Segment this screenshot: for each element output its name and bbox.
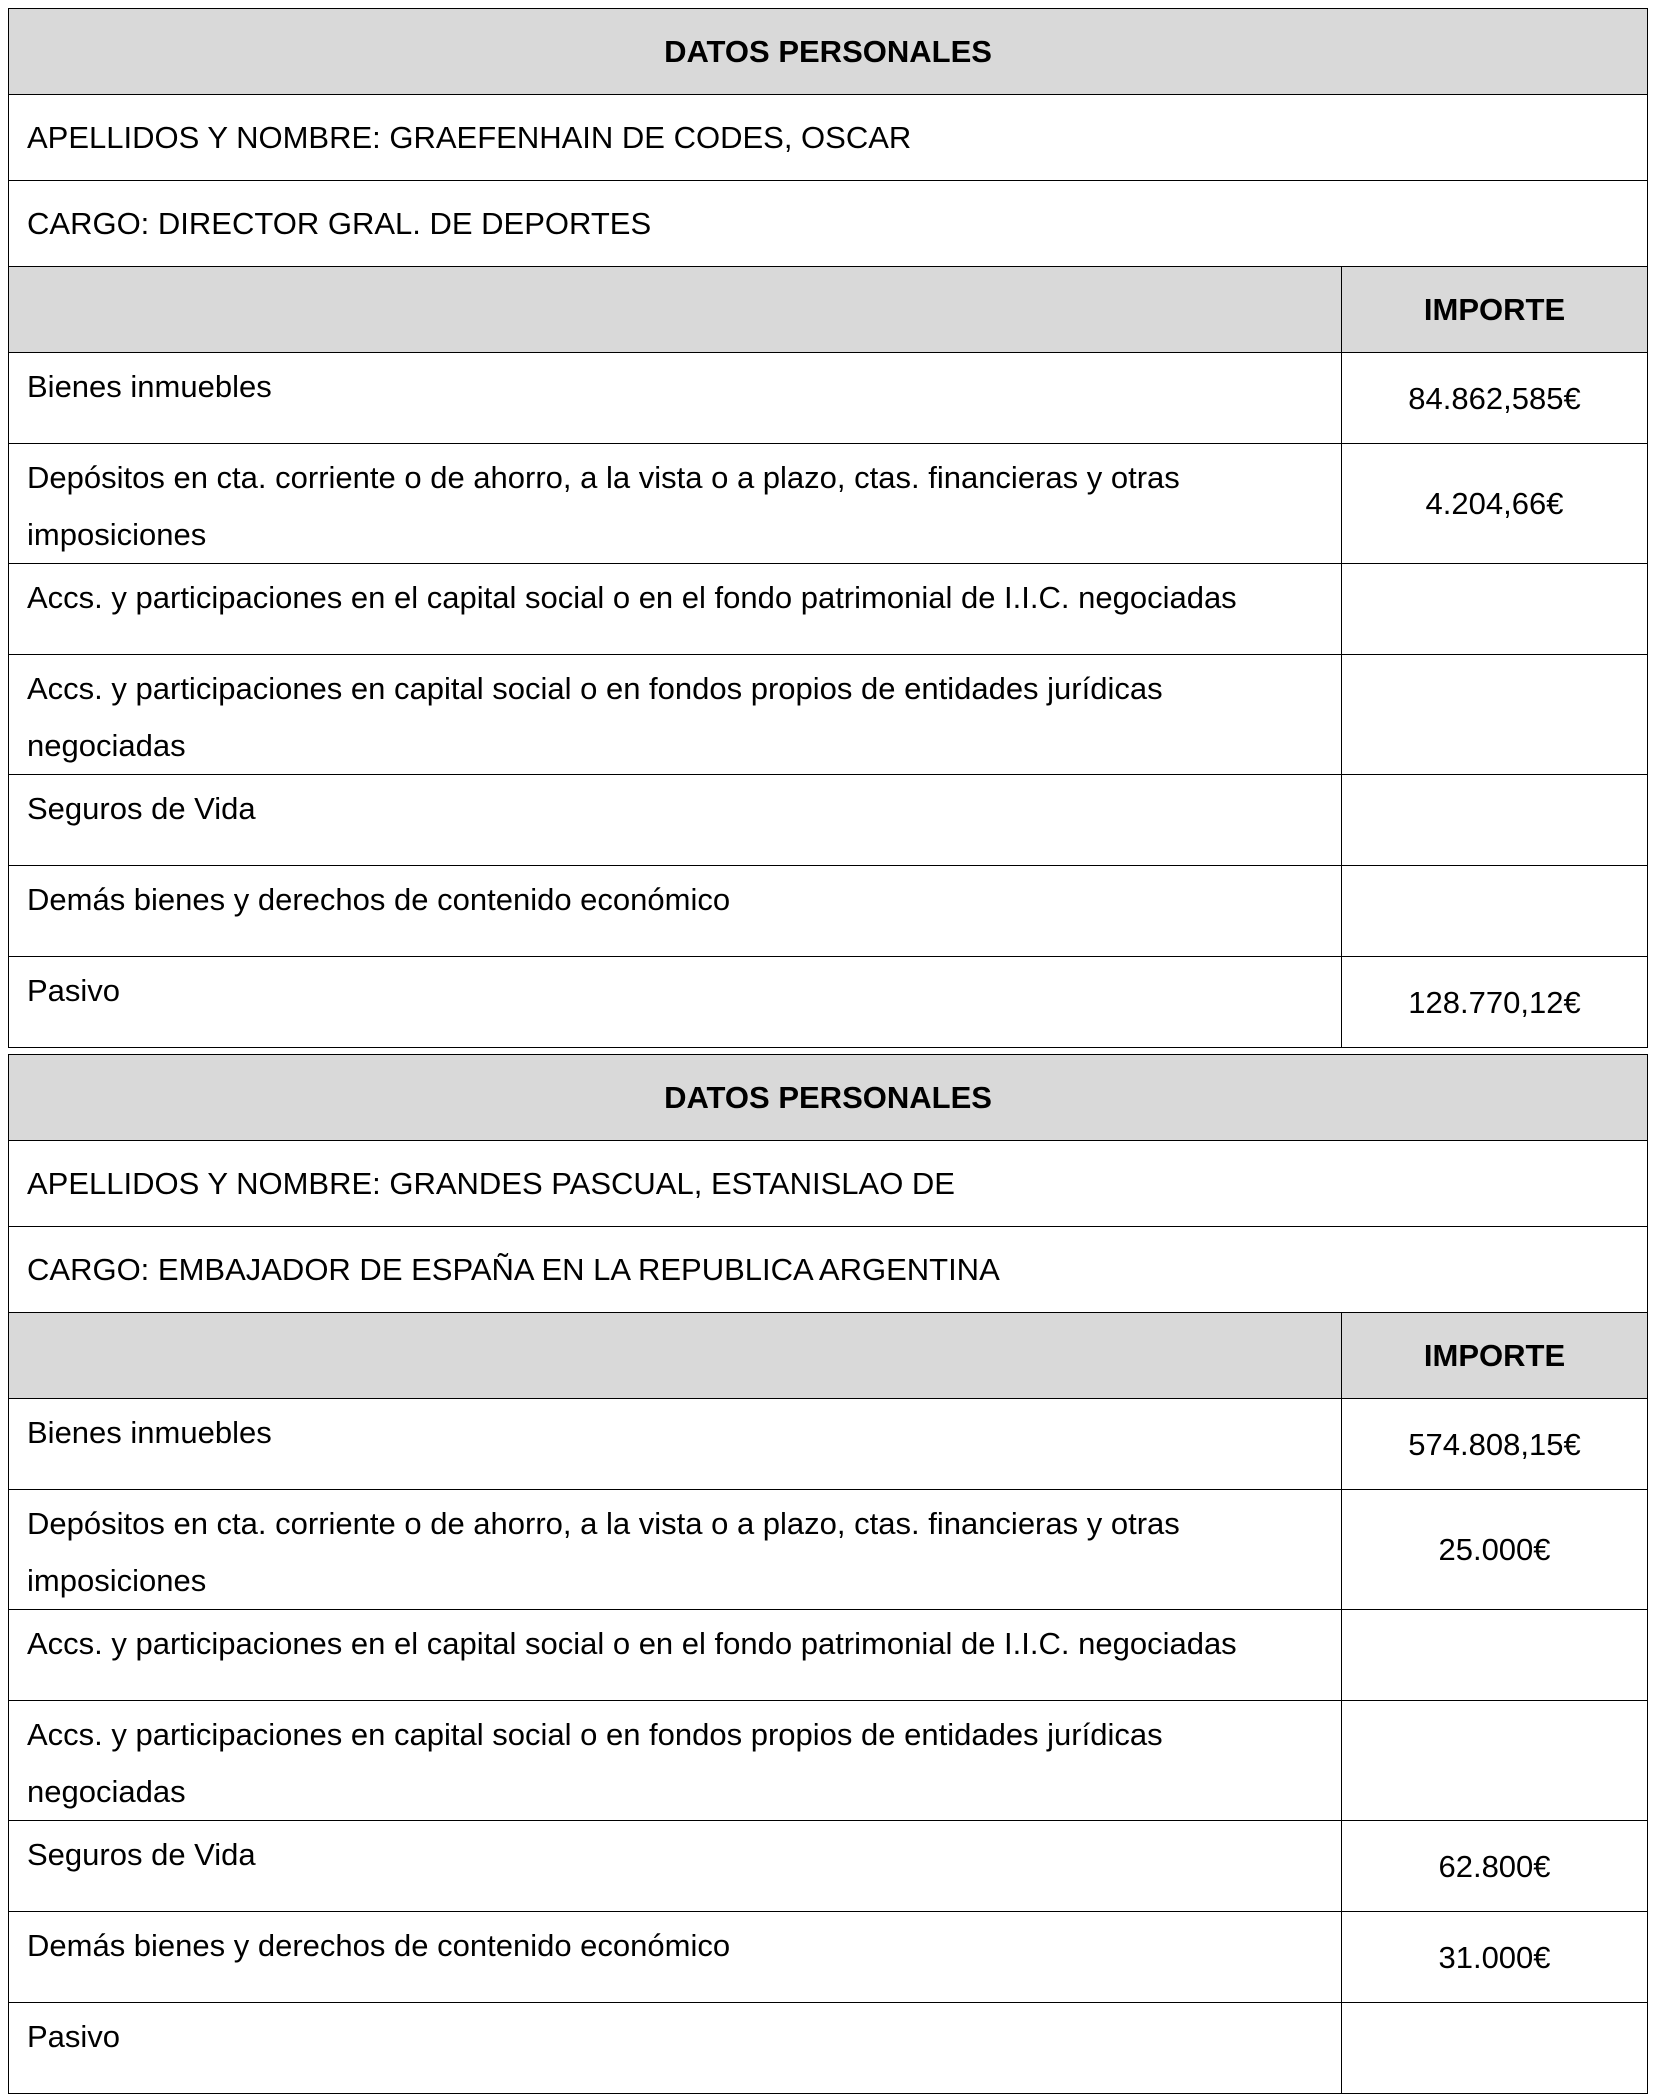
row-label: Seguros de Vida <box>9 775 1342 866</box>
row-amount <box>1342 2003 1648 2094</box>
table-row <box>9 564 1648 655</box>
row-label: Accs. y participaciones en capital social o en fondos propios de entidades jurídicas negociadas <box>9 1701 1342 1821</box>
row-amount <box>1342 775 1648 866</box>
table-row <box>9 1701 1648 1821</box>
section-header-row <box>9 9 1648 95</box>
row-amount: 4.204,66€ <box>1342 444 1648 564</box>
row-amount <box>1342 1701 1648 1821</box>
row-amount <box>1342 564 1648 655</box>
amount-column-header: IMPORTE <box>1342 267 1648 353</box>
row-label: Accs. y participaciones en capital social o en fondos propios de entidades jurídicas negociadas <box>9 655 1342 775</box>
column-header-row <box>9 267 1648 353</box>
row-label: Pasivo <box>9 2003 1342 2094</box>
row-label: Demás bienes y derechos de contenido económico <box>9 1912 1342 2003</box>
table-row <box>9 957 1648 1048</box>
row-amount <box>1342 655 1648 775</box>
section-header-row <box>9 1055 1648 1141</box>
name-row <box>9 1141 1648 1227</box>
table-row <box>9 1821 1648 1912</box>
row-label: Bienes inmuebles <box>9 353 1342 444</box>
row-label: Pasivo <box>9 957 1342 1048</box>
table-row <box>9 353 1648 444</box>
row-label: Depósitos en cta. corriente o de ahorro, a la vista o a plazo, ctas. financieras y otras imposiciones <box>9 444 1342 564</box>
row-amount: 31.000€ <box>1342 1912 1648 2003</box>
declaration-table-2 <box>8 1054 1648 2094</box>
row-amount <box>1342 866 1648 957</box>
name-line: APELLIDOS Y NOMBRE: GRANDES PASCUAL, ESTANISLAO DE <box>9 1141 1648 1227</box>
cargo-line: CARGO: DIRECTOR GRAL. DE DEPORTES <box>9 181 1648 267</box>
table-row <box>9 444 1648 564</box>
name-line: APELLIDOS Y NOMBRE: GRAEFENHAIN DE CODES, OSCAR <box>9 95 1648 181</box>
column-header-row <box>9 1313 1648 1399</box>
row-label: Accs. y participaciones en el capital social o en el fondo patrimonial de I.I.C. negociadas <box>9 564 1342 655</box>
row-amount: 84.862,585€ <box>1342 353 1648 444</box>
table-row <box>9 1912 1648 2003</box>
label-column-header <box>9 1313 1342 1399</box>
table-row <box>9 775 1648 866</box>
table-row <box>9 1399 1648 1490</box>
table-row <box>9 866 1648 957</box>
row-label: Bienes inmuebles <box>9 1399 1342 1490</box>
row-label: Accs. y participaciones en el capital social o en el fondo patrimonial de I.I.C. negociadas <box>9 1610 1342 1701</box>
row-amount: 25.000€ <box>1342 1490 1648 1610</box>
amount-column-header: IMPORTE <box>1342 1313 1648 1399</box>
name-row <box>9 95 1648 181</box>
label-column-header <box>9 267 1342 353</box>
cargo-row <box>9 181 1648 267</box>
declaration-table-1 <box>8 8 1648 1048</box>
table-row <box>9 1610 1648 1701</box>
row-amount: 62.800€ <box>1342 1821 1648 1912</box>
row-label: Depósitos en cta. corriente o de ahorro, a la vista o a plazo, ctas. financieras y otras imposiciones <box>9 1490 1342 1610</box>
section-title: DATOS PERSONALES <box>9 9 1648 95</box>
table-row <box>9 655 1648 775</box>
row-amount: 128.770,12€ <box>1342 957 1648 1048</box>
cargo-row <box>9 1227 1648 1313</box>
row-amount <box>1342 1610 1648 1701</box>
table-row <box>9 2003 1648 2094</box>
row-amount: 574.808,15€ <box>1342 1399 1648 1490</box>
section-title: DATOS PERSONALES <box>9 1055 1648 1141</box>
table-row <box>9 1490 1648 1610</box>
cargo-line: CARGO: EMBAJADOR DE ESPAÑA EN LA REPUBLICA ARGENTINA <box>9 1227 1648 1313</box>
row-label: Demás bienes y derechos de contenido económico <box>9 866 1342 957</box>
row-label: Seguros de Vida <box>9 1821 1342 1912</box>
